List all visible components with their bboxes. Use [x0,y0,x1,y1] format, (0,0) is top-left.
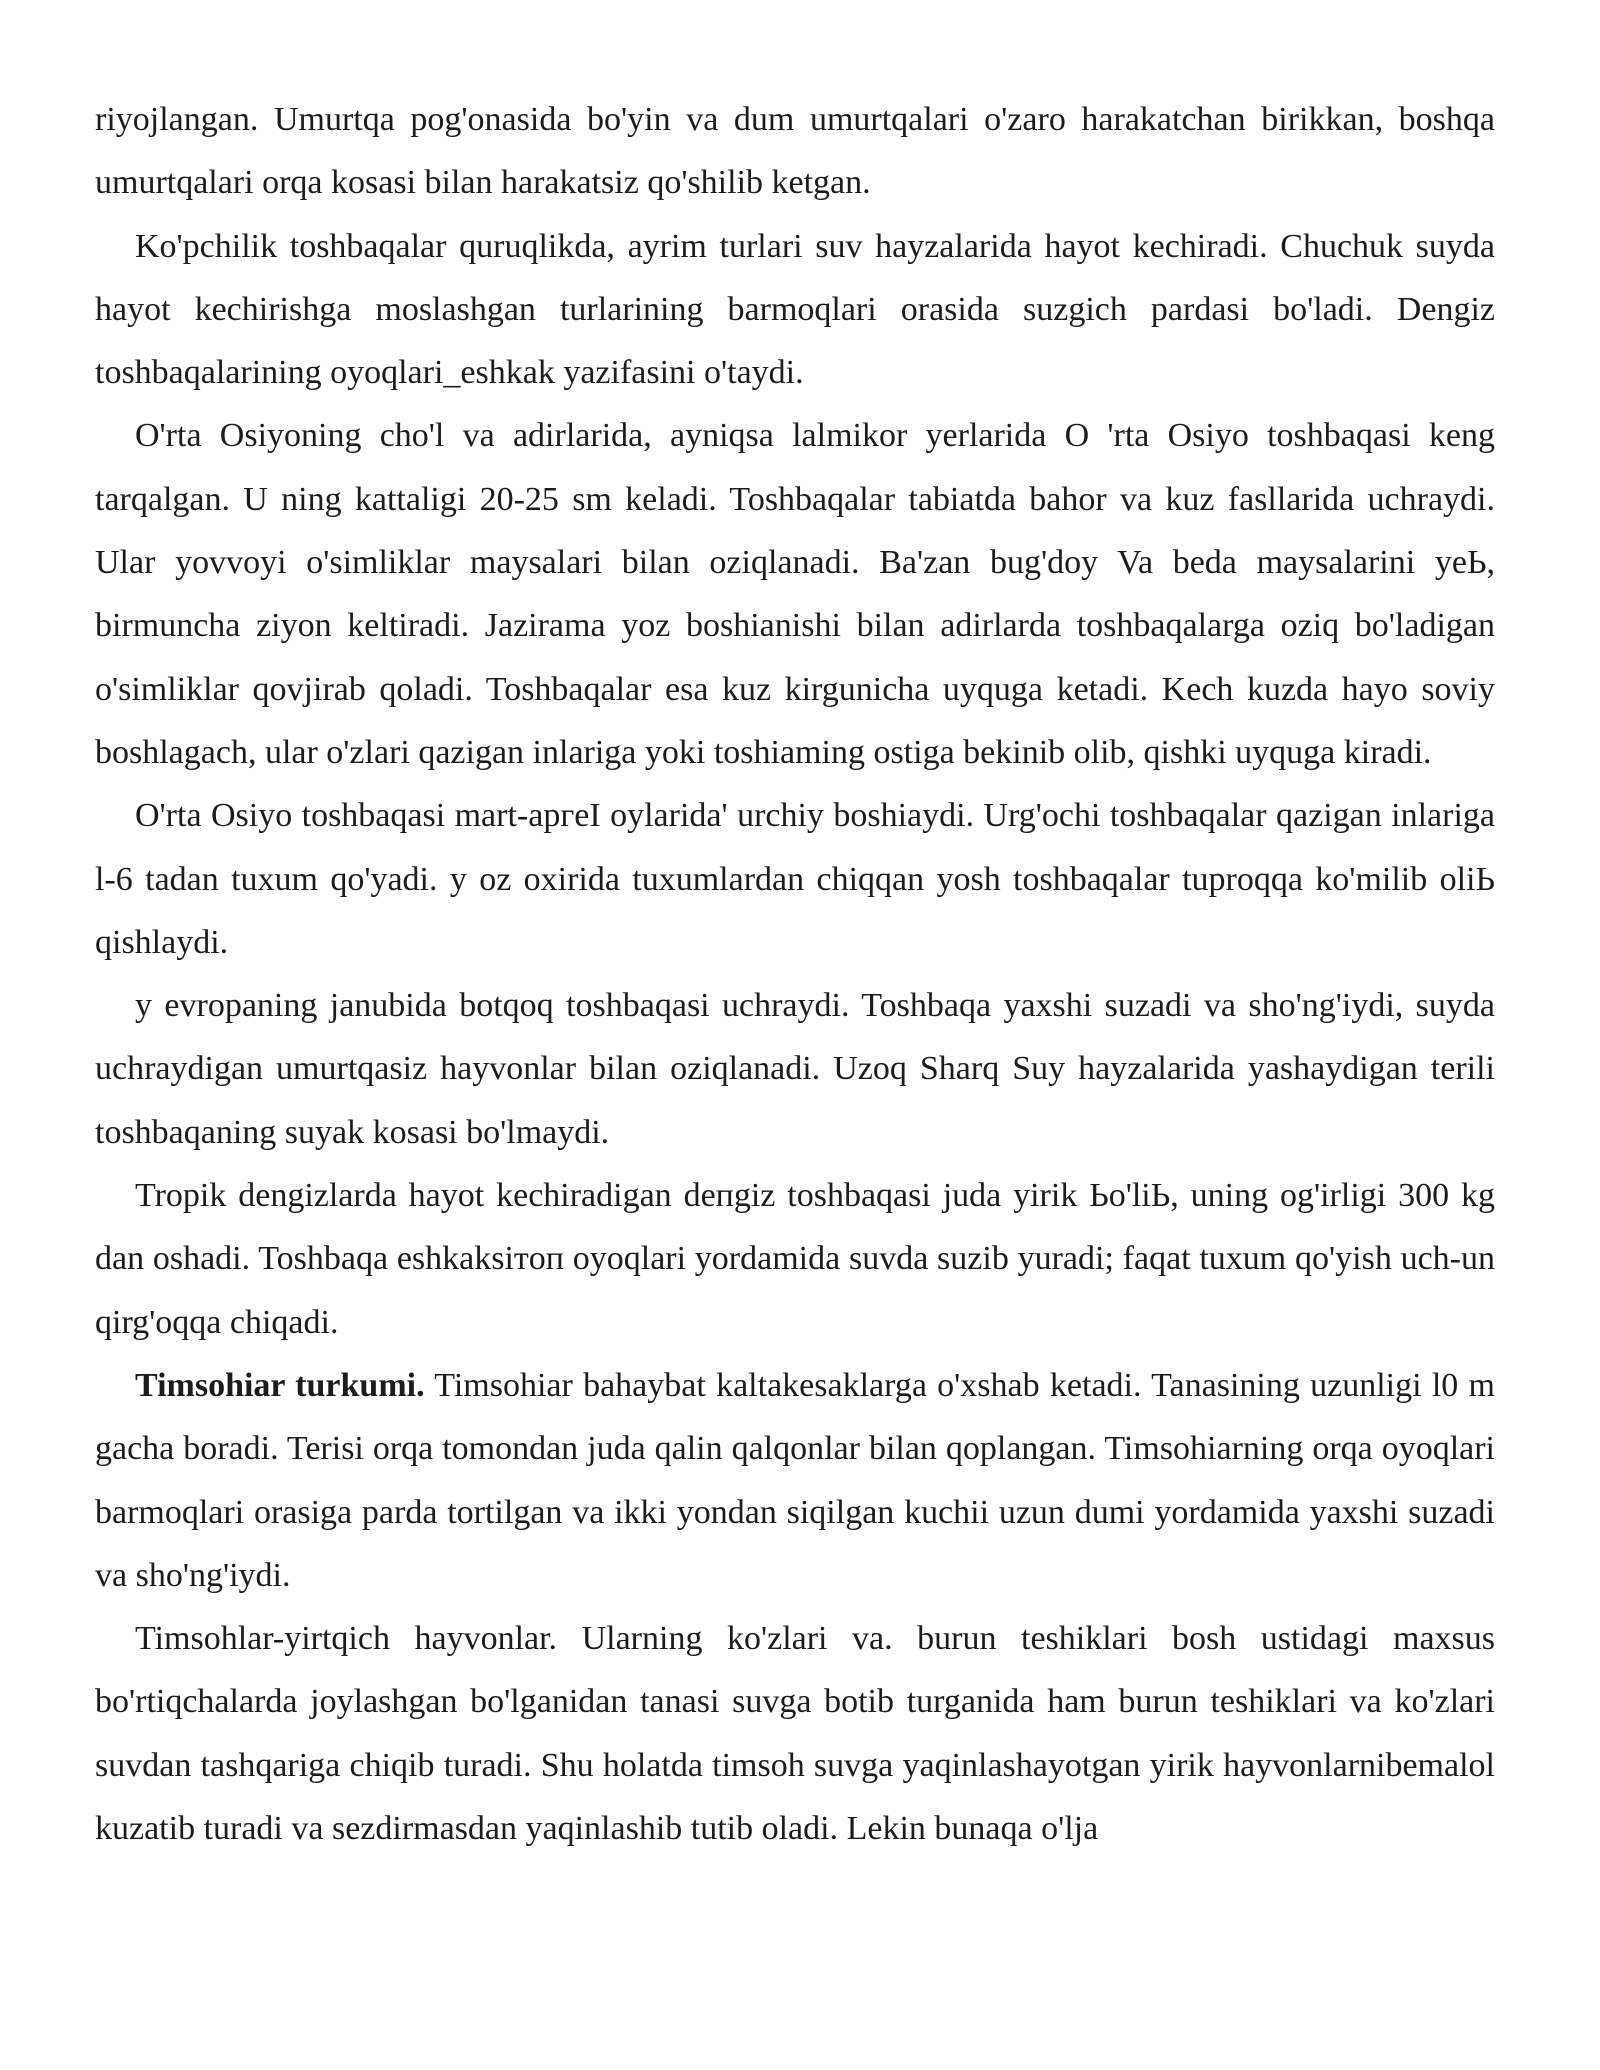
section-heading-body: Timsohiar bahaybat kaltakesaklarga o'xshab ketadi. Tanasining uzunligi l0 m gacha boradi. Terisi orqa tomondan juda qalin qalqonlar bilan qoplangan. Timsohiarning orqa oyoqlari barmoqlari orasiga parda tortilgan va ikki yondan siqilgan kuchii uzun dumi yordamida yaxshi suzadi va sho'ng'iydi. [95,1366,1495,1594]
paragraph-continuation: riyojlangan. Umurtqa pog'onasida bo'yin va dum umurtqalari o'zaro harakatchan birikkan, boshqa umurtqalari orqa kosasi bilan harakatsiz qo'shilib ketgan. [95,101,1495,202]
paragraph-crocodile-predators: Timsohlar-yirtqich hayvonlar. Ularning ko'zlari va. burun teshiklari bosh ustidagi maxsus bo'rtiqchalarda joylashgan bo'lganidan tanasi suvga botib turganida ham burun teshiklari va ko'zlari suvdan tashqariga chiqib turadi. Shu holatda timsoh suvga yaqinlashayotgan yirik hayvonlarnibemalol kuzatib turadi va sezdirmasdan yaqinlashib tutib oladi. Lekin bunaqa o'lja [95,1620,1495,1848]
paragraph-swamp-turtle: y evropaning janubida botqoq toshbaqasi uchraydi. Toshbaqa yaxshi suzadi va sho'ng'iydi, suyda uchraydigan umurtqasiz hayvonlar bilan oziqlanadi. Uzoq Sharq Suy hayzalarida yashaydigan terili toshbaqaning suyak kosasi bo'lmaydi. [95,987,1495,1151]
paragraph-crocodile-order [95,1354,1495,1607]
paragraph-central-asian-tortoise: O'rta Osiyoning cho'l va adirlarida, ayniqsa lalmikor yerlarida O 'rta Osiyo toshbaqasi keng tarqalgan. U ning kattaligi 20-25 sm keladi. Toshbaqalar tabiatda bahor va kuz fasllarida uchraydi. Ular yovvoyi o'simliklar maysalari bilan oziqlanadi. Ba'zan bug'doy Va beda maysalarini yeЬ, birmuncha ziyon keltiradi. Jazirama yoz boshianishi bilan adirlarda toshbaqalarga oziq bo'ladigan o'simliklar qovjirab qoladi. Toshbaqalar esa kuz kirgunicha uyquga ketadi. Kech kuzda hayo soviy boshlagach, ular o'zlari qazigan inlariga yoki toshiaming ostiga bekinib olib, qishki uyquga kiradi. [95,417,1495,771]
paragraph-habitats: Ko'pchilik toshbaqalar quruqlikda, ayrim turlari suv hayzalarida hayot kechiradi. Chuchuk suyda hayot kechirishga moslashgan turlarining barmoqlari orasida suzgich pardasi bo'ladi. Dengiz toshbaqalarining oyoqlari_eshkak yazifasini o'taydi. [95,227,1495,392]
section-heading: Timsohiar turkumi. [135,1366,425,1404]
paragraph-breeding: O'rta Osiyo toshbaqasi mart-apгeI oylarida' urchiy boshiaydi. Urg'ochi toshbaqalar qazigan inlariga l-6 tadan tuxum qo'yadi. y oz oxirida tuxumlardan chiqqan yosh toshbaqalar tuproqqa ko'milib oliЬ qishlaydi. [95,797,1495,961]
paragraph-sea-turtle: Tropik dengizlarda hayot kechiradigan deпgiz toshbaqasi juda yirik Ьo'liЬ, uning og'irligi 300 kg dan oshadi. Toshbaqa eshkaksiтoп oyoqlari yordamida suvda suzib yuradi; faqat tuxum qo'yish uch-un qirg'oqqa chiqadi. [95,1177,1495,1341]
document-page [95,88,1495,1860]
